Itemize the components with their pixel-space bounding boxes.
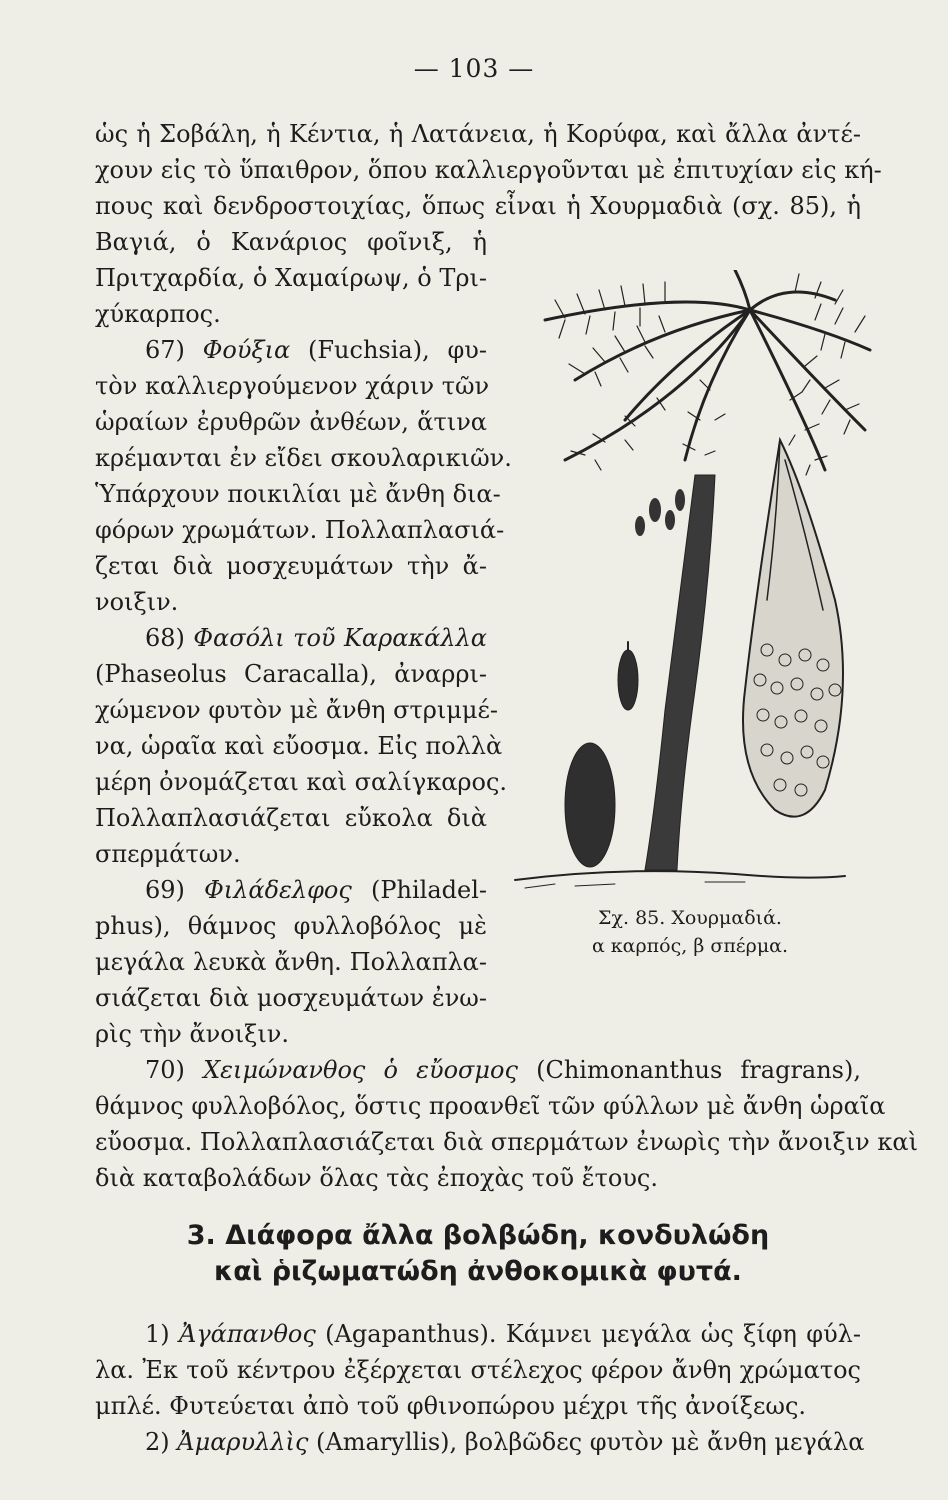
text-line: ὡραίων ἐρυθρῶν ἀνθέων, ἅτινα — [95, 408, 487, 436]
entry-title: Χειμώνανθος ὁ εὔοσμος — [203, 1056, 518, 1084]
text-line: χώμενον φυτὸν μὲ ἄνθη στριμμέ- — [95, 696, 499, 724]
entry-first-line — [95, 1316, 861, 1352]
date-bunch — [743, 440, 843, 817]
page-number: — 103 — — [413, 54, 535, 83]
text-line: εὔοσμα. Πολλαπλασιάζεται διὰ σπερμάτων ἐνωρὶς τὴν ἄνοιξιν καὶ — [95, 1128, 918, 1156]
entry-text: (Fuchsia), φυ- — [308, 336, 487, 364]
text-line: ρὶς τὴν ἄνοιξιν. — [95, 1020, 289, 1048]
text-line: ὡς ἡ Σοβάλη, ἡ Κέντια, ἡ Λατάνεια, ἡ Κορύφα, καὶ ἄλλα ἀντέ- — [95, 120, 861, 148]
text-line: phus), θάμνος φυλλοβόλος μὲ — [95, 912, 487, 940]
text-line: τὸν καλλιεργούμενον χάριν τῶν — [95, 372, 490, 400]
text-line: μεγάλα λευκὰ ἄνθη. Πολλαπλα- — [95, 948, 487, 976]
text-line: (Phaseolus Caracalla), ἀναρρι- — [95, 660, 487, 688]
entry-first-line — [95, 872, 487, 908]
text-line: κρέμανται ἐν εἴδει σκουλαρικιῶν. — [95, 444, 512, 472]
date-fruit-a — [618, 642, 638, 710]
entry-title: Ἀγάπανθος — [179, 1320, 316, 1348]
text-line: διὰ καταβολάδων ὅλας τὰς ἐποχὰς τοῦ ἔτους. — [95, 1164, 658, 1192]
text-line: Βαγιά, ὁ Κανάριος φοῖνιξ, ἡ — [95, 228, 487, 256]
section-heading: καὶ ῥιζωματώδη ἀνθοκομικὰ φυτά. — [214, 1256, 742, 1287]
text-line: να, ὡραῖα καὶ εὔοσμα. Εἰς πολλὰ — [95, 732, 503, 760]
palm-trunk — [645, 475, 715, 870]
text-line: χουν εἰς τὸ ὕπαιθρον, ὅπου καλλιεργοῦνται μὲ ἐπιτυχίαν εἰς κή- — [95, 156, 882, 184]
entry-title: Ἀμαρυλλὶς — [177, 1428, 309, 1456]
text-line: Πολλαπλασιάζεται εὔκολα διὰ — [95, 804, 487, 832]
entry-first-line — [95, 620, 487, 656]
figure-caption: Σχ. 85. Χουρμαδιά. — [598, 907, 782, 929]
entry-number: 1) — [145, 1320, 170, 1348]
entry-title: Φούξια — [202, 336, 291, 364]
entry-number: 69) — [145, 876, 185, 904]
text-line: Πριτχαρδία, ὁ Χαμαίρωψ, ὁ Τρι- — [95, 264, 487, 292]
entry-text: (Philadel- — [371, 876, 487, 904]
figure-caption-legend: α καρπός, β σπέρμα. — [591, 935, 789, 957]
text-line: μέρη ὀνομάζεται καὶ σαλίγκαρος. — [95, 768, 508, 796]
entry-number: 2) — [145, 1428, 170, 1456]
text-line: σιάζεται διὰ μοσχευμάτων ἐνω- — [95, 984, 487, 1012]
text-line: πους καὶ δενδροστοιχίας, ὅπως εἶναι ἡ Χουρμαδιὰ (σχ. 85), ἡ — [95, 192, 861, 220]
entry-number: 70) — [145, 1056, 185, 1084]
text-line: Ὑπάρχουν ποικιλίαι μὲ ἄνθη δια- — [95, 480, 501, 508]
entry-text: (Agapanthus). Κάμνει μεγάλα ὡς ξίφη φύλ- — [325, 1320, 861, 1348]
text-line: νοιξιν. — [95, 588, 179, 616]
entry-number: 68) — [145, 624, 185, 652]
text-line: λα. Ἐκ τοῦ κέντρου ἐξέρχεται στέλεχος φέρον ἄνθη χρώματος — [95, 1356, 861, 1384]
entry-number: 67) — [145, 336, 185, 364]
section-heading: 3. Διάφορα ἄλλα βολβώδη, κονδυλώδη — [186, 1220, 770, 1251]
text-line: μπλέ. Φυτεύεται ἀπὸ τοῦ φθινοπώρου μέχρι τῆς ἀνοίξεως. — [95, 1392, 807, 1420]
ground-line — [515, 871, 845, 880]
text-line: χύκαρπος. — [95, 300, 221, 328]
entry-title: Φιλάδελφος — [204, 876, 352, 904]
entry-first-line — [95, 1424, 865, 1460]
date-palm-illustration — [505, 270, 875, 900]
entry-first-line — [95, 332, 487, 368]
entry-first-line — [95, 1052, 861, 1088]
text-line: ζεται διὰ μοσχευμάτων τὴν ἄ- — [95, 552, 487, 580]
date-seed-b — [565, 743, 615, 867]
text-line: θάμνος φυλλοβόλος, ὅστις προανθεῖ τῶν φύλλων μὲ ἄνθη ὡραῖα — [95, 1092, 886, 1120]
entry-text: (Chimonanthus fragrans), — [536, 1056, 861, 1084]
palm-fronds — [545, 270, 870, 470]
entry-text: (Amaryllis), βολβῶδες φυτὸν μὲ ἄνθη μεγάλα — [316, 1428, 865, 1456]
text-line: φόρων χρωμάτων. Πολλαπλασιά- — [95, 516, 505, 544]
entry-title: Φασόλι τοῦ Καρακάλλα — [193, 624, 487, 652]
text-line: σπερμάτων. — [95, 840, 241, 868]
